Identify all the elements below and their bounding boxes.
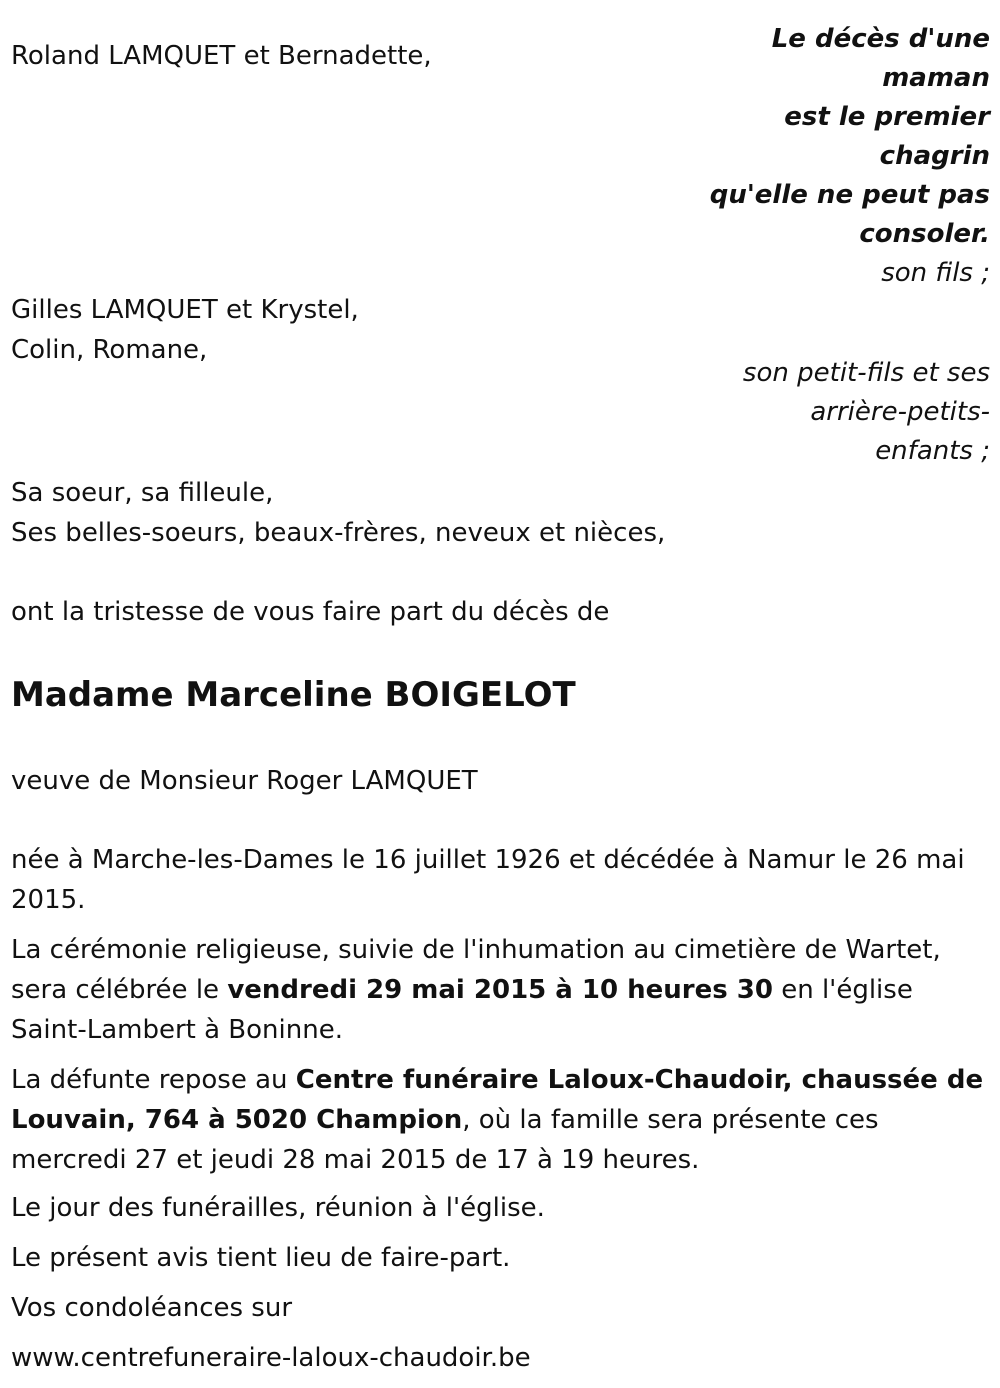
- role-line: enfants ;: [875, 436, 990, 466]
- memorial-quote: [710, 20, 990, 254]
- funeral-day-line: Le jour des funérailles, réunion à l'église.: [11, 1193, 545, 1223]
- notice-line: Le présent avis tient lieu de faire-part.: [11, 1243, 511, 1273]
- ceremony-paragraph: La cérémonie religieuse, suivie de l'inhumation au cimetière de Wartet, sera célébrée le vendredi 29 mai 2015 à 10 heures 30 en l'église Saint-Lambert à Boninne.: [11, 935, 941, 1045]
- family-great-grandchildren-line: Colin, Romane,: [11, 335, 208, 365]
- role-son: son fils ;: [881, 258, 990, 288]
- condolences-website-link[interactable]: www.centrefuneraire-laloux-chaudoir.be: [11, 1343, 531, 1373]
- family-in-laws-line: Ses belles-soeurs, beaux-frères, neveux et nièces,: [11, 518, 666, 548]
- role-line: arrière-petits-: [810, 397, 990, 427]
- quote-line: est le premier: [784, 102, 990, 132]
- quote-line: chagrin: [879, 141, 990, 171]
- family-grandson-line: Gilles LAMQUET et Krystel,: [11, 295, 359, 325]
- family-sister-line: Sa soeur, sa filleule,: [11, 478, 274, 508]
- birth-death-line: née à Marche-les-Dames le 16 juillet 1926 et décédée à Namur le 26 mai 2015.: [11, 845, 965, 915]
- quote-line: qu'elle ne peut pas: [709, 180, 990, 210]
- role-grandchildren: [743, 354, 990, 471]
- family-son-line: Roland LAMQUET et Bernadette,: [11, 41, 432, 71]
- quote-line: maman: [882, 63, 990, 93]
- role-line: son petit-fils et ses: [742, 358, 990, 388]
- quote-line: Le décès d'une: [771, 24, 990, 54]
- rest-paragraph: La défunte repose au Centre funéraire Laloux-Chaudoir, chaussée de Louvain, 764 à 5020 Champion, où la famille sera présente ces mercredi 27 et jeudi 28 mai 2015 de 17 à 19 heures.: [11, 1065, 984, 1175]
- quote-line: consoler.: [859, 219, 990, 249]
- ceremony-date-time: vendredi 29 mai 2015 à 10 heures 30: [227, 975, 773, 1005]
- deceased-name: Madame Marceline BOIGELOT: [11, 675, 576, 715]
- funeral-home-address: Centre funéraire Laloux-Chaudoir, chaussée de Louvain, 764 à 5020 Champion: [11, 1065, 984, 1135]
- condolences-label: Vos condoléances sur: [11, 1293, 293, 1323]
- widow-of-line: veuve de Monsieur Roger LAMQUET: [11, 766, 478, 796]
- announcement: ont la tristesse de vous faire part du décès de: [11, 597, 610, 627]
